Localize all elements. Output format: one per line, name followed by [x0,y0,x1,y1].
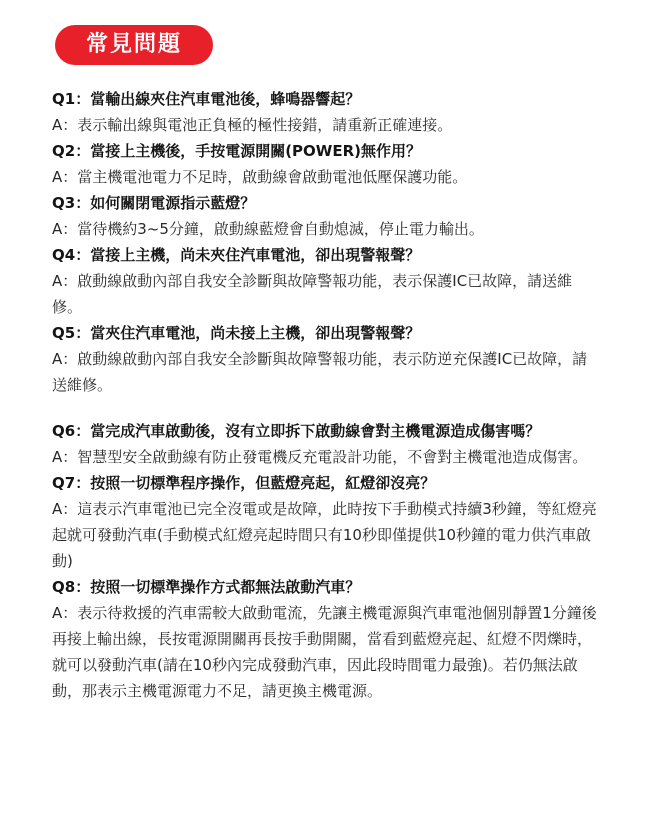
faq-answer: A：這表示汽車電池已完全沒電或是故障，此時按下手動模式持續3秒鐘，等紅燈亮起就可發動汽車(手動模式紅燈亮起時間只有10秒即僅提供10秒鐘的電力供汽車啟動) [52,500,597,570]
faq-answer: A：當主機電池電力不足時，啟動線會啟動電池低壓保護功能。 [52,168,468,186]
faq-answer: A：表示待救援的汽車需較大啟動電流，先讓主機電源與汽車電池個別靜置1分鐘後再接上輸出線，長按電源開關再長按手動開關，當看到藍燈亮起、紅燈不閃爍時，就可以發動汽車(請在10秒內完成發動汽車，因此段時間電力最強)。若仍無法啟動，那表示主機電源電力不足，請更換主機電源。 [52,604,597,700]
faq-answer: A：當待機約3~5分鐘，啟動線藍燈會自動熄滅，停止電力輸出。 [52,220,484,238]
faq-question: Q3：如何關閉電源指示藍燈？ [52,194,256,212]
faq-question: Q2：當接上主機後，手按電源開關(POWER)無作用？ [52,142,421,160]
faq-item-8 [52,574,600,704]
faq-item-7 [52,470,600,574]
page-title: 常見問題 [85,32,182,57]
faq-question: Q4：當接上主機，尚未夾住汽車電池，卻出現警報聲？ [52,246,421,264]
faq-question: Q5：當夾住汽車電池，尚未接上主機，卻出現警報聲？ [52,324,421,342]
faq-question: Q6：當完成汽車啟動後，沒有立即拆下啟動線會對主機電源造成傷害嗎？ [52,422,541,440]
faq-title-badge [55,25,213,65]
faq-answer: A：啟動線啟動內部自我安全診斷與故障警報功能，表示防逆充保護IC已故障，請送維修。 [52,350,588,394]
faq-item-5 [52,320,600,398]
faq-item-6 [52,418,600,470]
faq-item-1 [52,86,600,138]
faq-item-4 [52,242,600,320]
faq-answer: A：智慧型安全啟動線有防止發電機反充電設計功能，不會對主機電池造成傷害。 [52,448,588,466]
faq-list [52,86,600,704]
faq-answer: A：表示輸出線與電池正負極的極性接錯，請重新正確連接。 [52,116,453,134]
faq-question: Q7：按照一切標準程序操作，但藍燈亮起，紅燈卻沒亮？ [52,474,436,492]
faq-item-2 [52,138,600,190]
faq-question: Q1：當輸出線夾住汽車電池後，蜂鳴器響起？ [52,90,361,108]
faq-item-3 [52,190,600,242]
faq-answer: A：啟動線啟動內部自我安全診斷與故障警報功能，表示保護IC已故障，請送維修。 [52,272,573,316]
faq-question: Q8：按照一切標準操作方式都無法啟動汽車？ [52,578,361,596]
